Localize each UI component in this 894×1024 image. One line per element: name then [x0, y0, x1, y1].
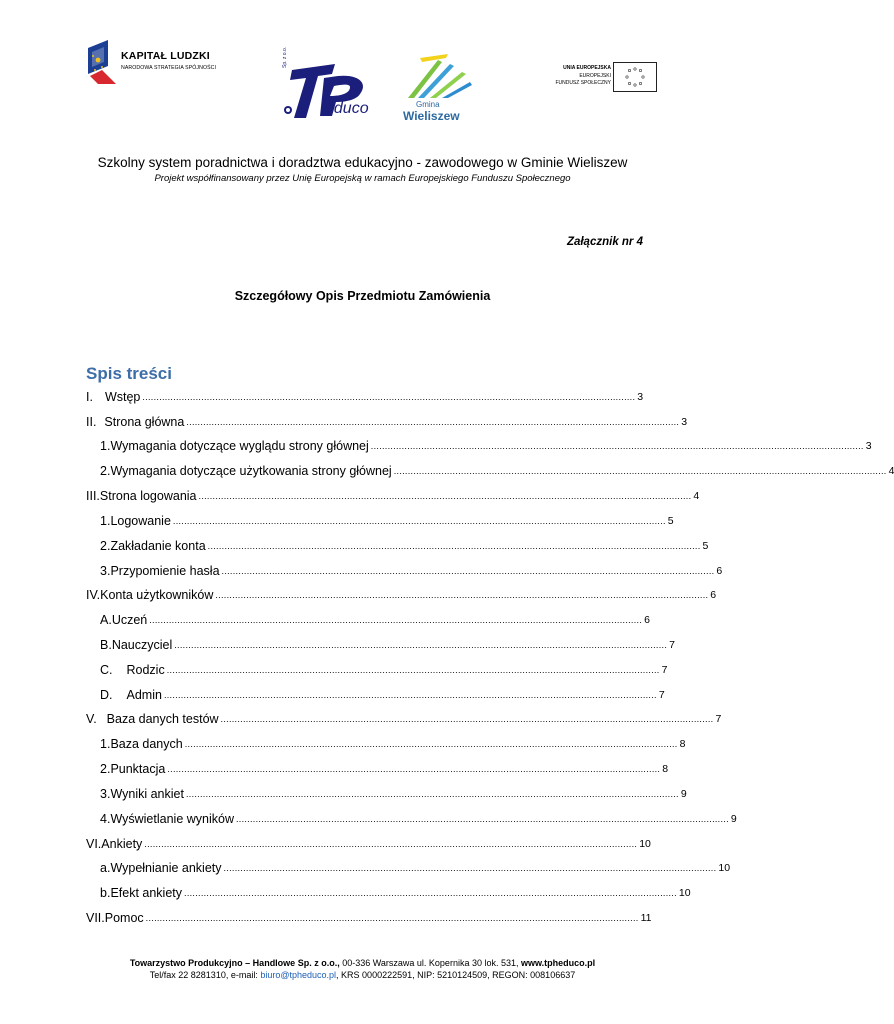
footer-line-2 [0, 970, 725, 980]
kapital-ludzki-emblem-icon [88, 40, 118, 84]
toc-number: VII. [86, 911, 105, 925]
toc-entry[interactable] [86, 485, 700, 503]
toc-number: b. [100, 886, 111, 900]
footer-line-1 [0, 958, 725, 968]
eu-flag-icon [613, 62, 657, 92]
toc-number: II. [86, 415, 97, 429]
toc-entry[interactable] [86, 708, 722, 726]
toc-label: Konta użytkowników [100, 588, 214, 602]
annex-label: Załącznik nr 4 [566, 236, 643, 248]
toc-entry[interactable] [86, 684, 665, 702]
toc-label: Wypełnianie ankiety [110, 861, 222, 875]
toc-label: Przypomienie hasła [110, 564, 220, 578]
toc-entry[interactable] [86, 833, 651, 851]
toc-leader: ................................................................................................................................................................................ [223, 863, 717, 873]
toc-leader: ................................................................................................................................................................................ [184, 888, 677, 898]
toc-page-number: 4 [888, 465, 894, 477]
document-heading: Szczegółowy Opis Przedmiotu Zamówienia [234, 289, 491, 303]
toc-label: Zakładanie konta [110, 539, 206, 553]
toc-label: Baza danych [110, 737, 183, 751]
toc-label: Wymagania dotyczące wyglądu strony głównej [110, 439, 369, 453]
toc-page-number: 8 [662, 763, 669, 775]
kapital-ludzki-logo [88, 40, 238, 84]
toc-entry[interactable] [86, 584, 717, 602]
gmina-name: Wieliszew [403, 109, 460, 123]
tpheduco-company-form: Sp. z o.o. [282, 46, 288, 68]
toc-leader: ................................................................................................................................................................................ [149, 615, 643, 625]
toc-label: Baza danych testów [106, 712, 219, 726]
toc-number: a. [100, 861, 111, 875]
toc-leader: ................................................................................................................................................................................ [198, 491, 692, 501]
toc-leader: ................................................................................................................................................................................ [370, 441, 864, 451]
toc-leader: ................................................................................................................................................................................ [221, 566, 715, 576]
toc-number: A. [100, 613, 112, 627]
toc-entry[interactable] [86, 609, 650, 627]
toc-label: Admin [126, 688, 162, 702]
toc-label: Wyniki ankiet [110, 787, 184, 801]
toc-leader: ................................................................................................................................................................................ [220, 714, 714, 724]
toc-page-number: 7 [661, 664, 668, 676]
footer-registry: , KRS 0000222591, NIP: 5210124509, REGON: 008106637 [336, 970, 576, 980]
toc-page-number: 10 [678, 887, 691, 899]
gmina-emblem-icon [398, 52, 480, 100]
document-title: Szkolny system poradnictwa i doradztwa edukacyjno - zawodowego w Gminie Wieliszew [97, 155, 628, 170]
gmina-wieliszew-logo [398, 52, 480, 122]
toc-number: V. [86, 712, 97, 726]
toc-page-number: 11 [640, 912, 652, 924]
toc-number: 2. [100, 539, 111, 553]
toc-number: D. [100, 688, 113, 702]
toc-label: Strona logowania [99, 489, 197, 503]
toc-leader: ................................................................................................................................................................................ [184, 739, 678, 749]
footer-address: 00-336 Warszawa ul. Kopernika 30 lok. 531, [342, 958, 519, 968]
toc-label: Nauczyciel [111, 638, 173, 652]
gmina-label: Gmina [416, 100, 440, 109]
toc-entry[interactable] [86, 460, 894, 478]
toc-leader: ................................................................................................................................................................................ [235, 814, 729, 824]
toc-label: Wstęp [104, 390, 141, 404]
toc-label: Ankiety [101, 837, 143, 851]
toc-page-number: 7 [669, 639, 675, 651]
toc-entry[interactable] [86, 535, 709, 553]
toc-leader: ................................................................................................................................................................................ [167, 764, 661, 774]
toc-entry[interactable] [86, 510, 674, 528]
toc-page-number: 5 [702, 540, 709, 552]
toc-leader: ................................................................................................................................................................................ [172, 516, 666, 526]
toc-number: 2. [100, 464, 111, 478]
toc-number: 3. [100, 564, 111, 578]
toc-page-number: 7 [715, 713, 722, 725]
toc-label: Wyświetlanie wyników [110, 812, 234, 826]
toc-label: Uczeń [111, 613, 148, 627]
toc-leader: ................................................................................................................................................................................ [145, 913, 639, 923]
kapital-ludzki-title: KAPITAŁ LUDZKI [121, 50, 210, 62]
toc-heading: Spis treści [86, 364, 172, 383]
eu-efs-logo [551, 62, 659, 92]
toc-entry[interactable] [86, 411, 688, 429]
toc-page-number: 3 [865, 440, 872, 452]
eu-line-1: UNIA EUROPEJSKA [563, 65, 611, 71]
toc-label: Efekt ankiety [110, 886, 183, 900]
toc-number: III. [86, 489, 100, 503]
toc-label: Logowanie [110, 514, 171, 528]
footer-email-link[interactable]: biuro@tpheduco.pl [260, 970, 337, 980]
toc-leader: ................................................................................................................................................................................ [163, 690, 657, 700]
toc-page-number: 10 [639, 838, 651, 850]
toc-number: 3. [100, 787, 111, 801]
toc-entry[interactable] [86, 435, 872, 453]
kapital-ludzki-subtitle: NARODOWA STRATEGIA SPÓJNOŚCI [121, 65, 217, 71]
toc-number: 1. [100, 439, 111, 453]
toc-entry[interactable] [86, 560, 723, 578]
toc-number: 4. [100, 812, 111, 826]
toc-leader: ................................................................................................................................................................................ [142, 392, 636, 402]
document-subtitle: Projekt współfinansowany przez Unię Europejską w ramach Europejskiego Funduszu Społecznego [154, 173, 571, 184]
toc-leader: ................................................................................................................................................................................ [166, 665, 660, 675]
toc-label: Pomoc [104, 911, 144, 925]
toc-page-number: 4 [693, 490, 700, 502]
toc-page-number: 7 [658, 689, 665, 701]
footer-website-link[interactable]: www.tpheduco.pl [521, 958, 596, 968]
toc-leader: ................................................................................................................................................................................ [185, 789, 679, 799]
toc-entry[interactable] [86, 386, 644, 404]
tpheduco-wordmark: educo [325, 100, 369, 117]
toc-leader: ................................................................................................................................................................................ [186, 417, 680, 427]
toc-number: B. [100, 638, 112, 652]
toc-page-number: 6 [710, 589, 717, 601]
toc-entry[interactable] [86, 808, 737, 826]
tpheduco-logo [280, 46, 380, 122]
toc-page-number: 9 [730, 813, 737, 825]
toc-page-number: 10 [718, 862, 731, 874]
toc-page-number: 6 [644, 614, 650, 626]
toc-entry[interactable] [86, 634, 675, 652]
toc-page-number: 6 [716, 565, 723, 577]
toc-leader: ................................................................................................................................................................................ [174, 640, 668, 650]
toc-entry[interactable] [86, 882, 691, 900]
toc-number: I. [86, 390, 93, 404]
toc-number: C. [100, 663, 113, 677]
toc-page-number: 5 [667, 515, 674, 527]
toc-number: 1. [100, 514, 111, 528]
eu-line-3: FUNDUSZ SPOŁECZNY [555, 80, 611, 86]
toc-entry[interactable] [86, 783, 687, 801]
toc-page-number: 8 [679, 738, 686, 750]
toc-leader: ................................................................................................................................................................................ [207, 541, 701, 551]
toc-entry[interactable] [86, 733, 686, 751]
toc-label: Rodzic [126, 663, 165, 677]
toc-entry[interactable] [86, 907, 652, 925]
toc-number: 1. [100, 737, 111, 751]
toc-entry[interactable] [86, 659, 668, 677]
toc-label: Wymagania dotyczące użytkowania strony głównej [110, 464, 392, 478]
toc-number: 2. [100, 762, 111, 776]
footer-company: Towarzystwo Produkcyjno – Handlowe Sp. z o.o., [129, 958, 340, 968]
toc-label: Strona główna [104, 415, 185, 429]
toc-entry[interactable] [86, 758, 669, 776]
toc-number: VI. [86, 837, 102, 851]
toc-entry[interactable] [86, 857, 731, 875]
toc-page-number: 3 [681, 416, 688, 428]
eu-line-2: EUROPEJSKI [579, 73, 611, 79]
toc-leader: ................................................................................................................................................................................ [144, 839, 638, 849]
toc-number: IV. [86, 588, 101, 602]
toc-page-number: 3 [637, 391, 644, 403]
toc-leader: ................................................................................................................................................................................ [393, 466, 887, 476]
footer-phone: Tel/fax 22 8281310, e-mail: [149, 970, 258, 980]
toc-leader: ................................................................................................................................................................................ [215, 590, 709, 600]
toc-page-number: 9 [680, 788, 687, 800]
toc-label: Punktacja [110, 762, 166, 776]
